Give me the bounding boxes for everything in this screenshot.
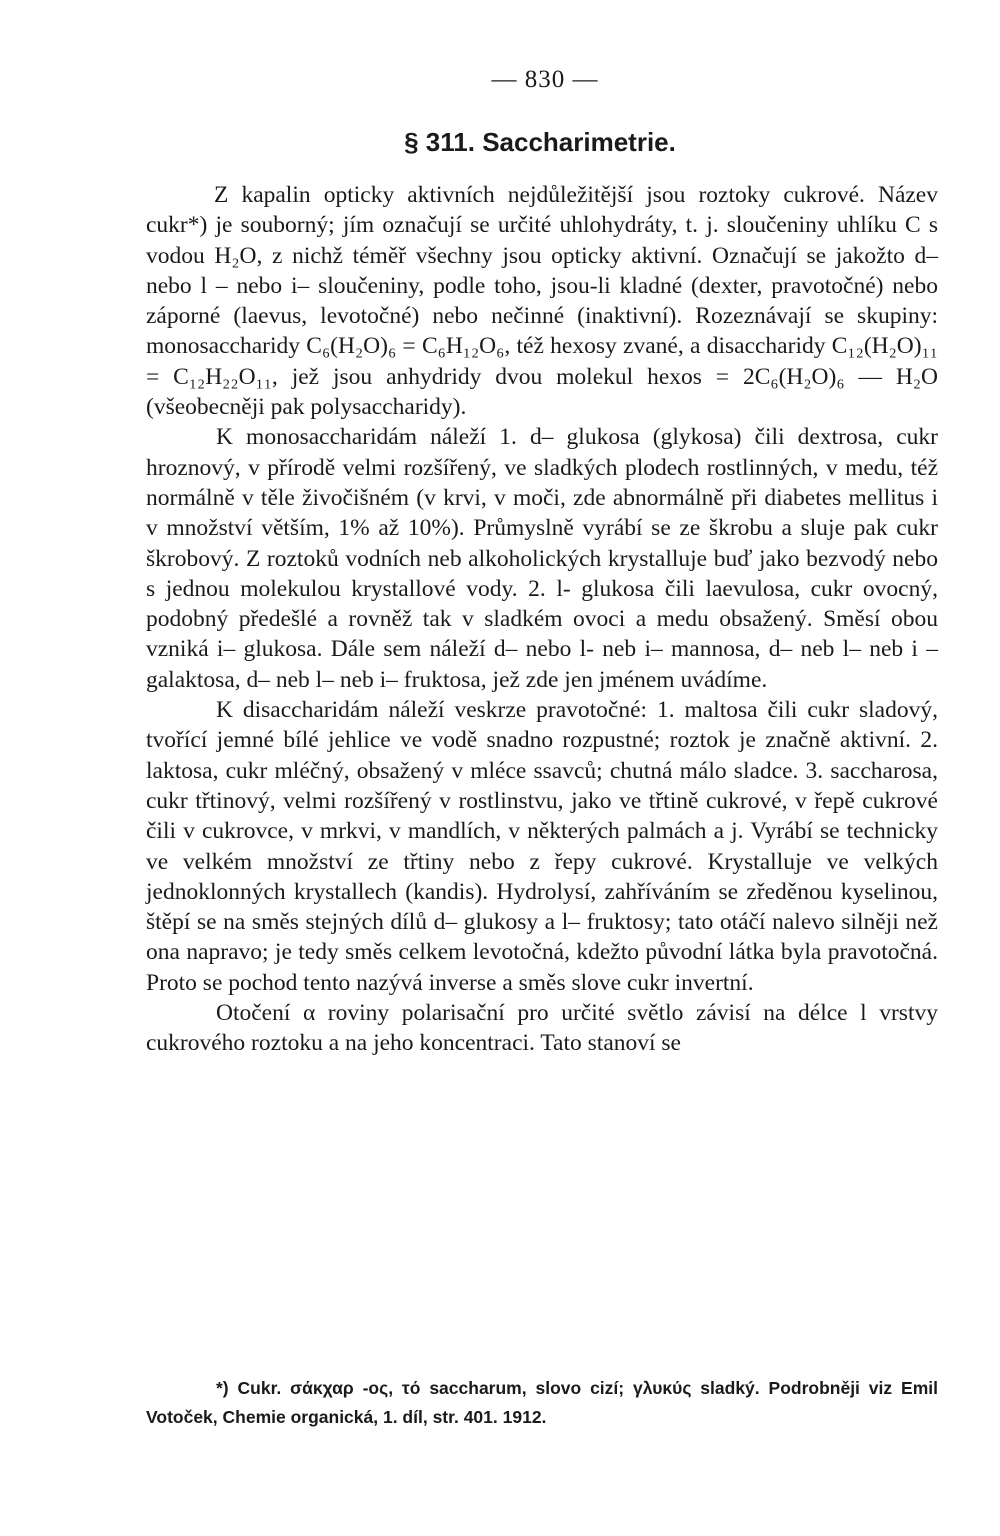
- paragraph: K monosaccharidám náleží 1. d– glukosa (glykosa) čili dextrosa, cukr hroznový, v přírodě velmi rozšířený, ve sladkých plodech rostlinných, v medu, též normálně v těle živočišném (v krvi, v moči, zde abnormálně při diabetes mellitus i v množství větším, 1% až 10%). Průmyslně vyrábí se ze škrobu a sluje pak cukr škrobový. Z roztoků vodních neb alkoholických krystalluje buď jako bezvodý nebo s jednou molekulou krystallové vody. 2. l- glukosa čili laevulosa, cukr ovocný, podobný předešlé a rovněž tak v sladkém ovoci a medu obsažený. Směsí obou vzniká i– glukosa. Dále sem náleží d– nebo l- neb i– mannosa, d– neb l– neb i – galaktosa, d– neb l– neb i– fruktosa, jež zde jen jménem uvádíme.: [146, 424, 938, 693]
- paragraph: Otočení α roviny polarisační pro určité světlo závisí na délce l vrstvy cukrového roztoku a na jeho koncentraci. Tato stanoví se: [146, 1000, 938, 1057]
- section-heading: § 311. Saccharimetrie.: [404, 127, 676, 157]
- footnote: *) Cukr. σάκχαρ -ος, τό saccharum, slovo cizí; γλυκύς sladký. Podrobněji viz Emil Votoček, Chemie organická, 1. díl, str. 401. 1912.: [146, 1378, 938, 1427]
- page-number: — 830 —: [491, 66, 599, 93]
- paragraph: K disaccharidám náleží veskrze pravotočné: 1. maltosa čili cukr sladový, tvořící jemné bílé jehlice ve vodě snadno rozpustné; roztok je značně aktivní. 2. laktosa, cukr mléčný, obsažený v mléce ssavců; chutná málo sladce. 3. saccharosa, cukr třtinový, velmi rozšířený v rostlinstvu, jako ve třtině cukrové, v řepě cukrové čili v cukrovce, v mrkvi, v mandlích, v některých palmách a j. Vyrábí se technicky ve velkém množství ze třtiny nebo z řepy cukrové. Krystalluje ve velkých jednoklonných krystallech (kandis). Hydrolysí, zahříváním se zředěnou kyselinou, štěpí se na směs stejných dílů d– glukosy a l– fruktosy; tato otáčí nalevo silněji než ona napravo; je tedy směs celkem levotočná, kdežto původní látka byla pravotočná. Proto se pochod tento nazývá inverse a směs slove cukr invertní.: [146, 697, 938, 996]
- paragraph: Z kapalin opticky aktivních nejdůležitější jsou roztoky cukrové. Název cukr*) je souborný; jím označují se určité uhlohydráty, t. j. sloučeniny uhlíku C s vodou H₂O, z nichž téměř všechny jsou opticky aktivní. Označují se jakožto d– nebo l – nebo i– sloučeniny, podle toho, jsou-li kladné (dexter, pravotočné) nebo záporné (laevus, levotočné) nebo nečinné (inaktivní). Rozeznávají se skupiny: monosaccharidy C₆(H₂O)₆ = C₆H₁₂O₆, též hexosy zvané, a disaccharidy C₁₂(H₂O)₁₁ = C₁₂H₂₂O₁₁, jež jsou anhydridy dvou molekul hexos = 2C₆(H₂O)₆ — H₂O (všeobecněji pak polysaccharidy).: [146, 182, 938, 421]
- body-text: [146, 180, 938, 1059]
